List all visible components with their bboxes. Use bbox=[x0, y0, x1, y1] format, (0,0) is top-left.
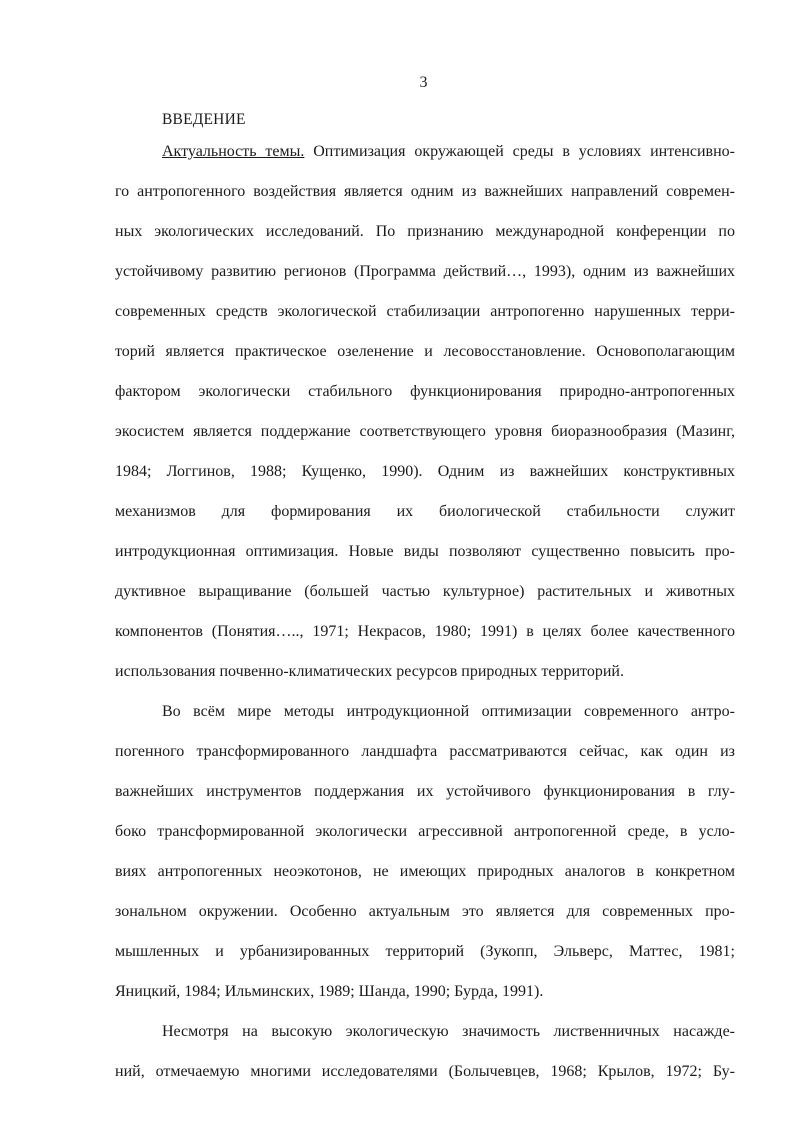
paragraph-1-line: компонентов (Понятия….., 1971; Некрасов, 1980; 1991) в целях более качественного bbox=[115, 623, 735, 640]
paragraph-1-line-1 bbox=[162, 142, 735, 162]
paragraph-2-line: Во всём мире методы интродукционной оптимизации современного антро- bbox=[162, 703, 735, 720]
paragraph-2-line: погенного трансформированного ландшафта рассматриваются сейчас, как один из bbox=[115, 743, 735, 760]
paragraph-2-line: зональном окружении. Особенно актуальным это является для современных про- bbox=[115, 903, 735, 920]
paragraph-1-line: механизмов для формирования их биологической стабильности служит bbox=[115, 503, 735, 520]
paragraph-1-line: экосистем является поддержание соответствующего уровня биоразнообразия (Мазинг, bbox=[115, 423, 735, 440]
paragraph-1-line: го антропогенного воздействия является одним из важнейших направлений современ- bbox=[115, 183, 735, 200]
paragraph-1-line: современных средств экологической стабилизации антропогенно нарушенных терри- bbox=[115, 303, 735, 320]
section-heading: ВВЕДЕНИЕ bbox=[162, 111, 246, 128]
paragraph-2-line: важнейших инструментов поддержания их устойчивого функционирования в глу- bbox=[115, 783, 735, 800]
paragraph-1-line: использования почвенно-климатических ресурсов природных территорий. bbox=[115, 663, 624, 680]
topic-relevance-label: Актуальность темы. bbox=[162, 143, 305, 160]
page-number: 3 bbox=[419, 74, 428, 91]
paragraph-1-line: ных экологических исследований. По признанию международной конференции по bbox=[115, 223, 735, 240]
paragraph-1-line: устойчивому развитию регионов (Программа действий…, 1993), одним из важнейших bbox=[115, 263, 735, 280]
paragraph-1-line: фактором экологически стабильного функционирования природно-антропогенных bbox=[115, 383, 735, 400]
paragraph-3-line: Несмотря на высокую экологическую значимость лиственничных насажде- bbox=[162, 1023, 735, 1040]
paragraph-1-line: дуктивное выращивание (большей частью культурное) растительных и животных bbox=[115, 583, 735, 600]
paragraph-1-line: 1984; Логгинов, 1988; Кущенко, 1990). Одним из важнейших конструктивных bbox=[115, 463, 735, 480]
paragraph-2-line: мышленных и урбанизированных территорий (Зукопп, Эльверс, Маттес, 1981; bbox=[115, 943, 735, 960]
paragraph-1-line: интродукционная оптимизация. Новые виды позволяют существенно повысить про- bbox=[115, 543, 735, 560]
paragraph-1-line: торий является практическое озеленение и лесовосстановление. Основополагающим bbox=[115, 343, 735, 360]
paragraph-3-line: ний, отмечаемую многими исследователями (Болычевцев, 1968; Крылов, 1972; Бу- bbox=[115, 1063, 735, 1080]
paragraph-2-line: боко трансформированной экологически агрессивной антропогенной среде, в усло- bbox=[115, 823, 735, 840]
paragraph-2-line: Яницкий, 1984; Ильминских, 1989; Шанда, 1990; Бурда, 1991). bbox=[115, 983, 544, 1000]
paragraph-1-line-1-text: Оптимизация окружающей среды в условиях интенсивно- bbox=[304, 143, 735, 160]
paragraph-2-line: виях антропогенных неоэкотонов, не имеющих природных аналогов в конкретном bbox=[115, 863, 735, 880]
